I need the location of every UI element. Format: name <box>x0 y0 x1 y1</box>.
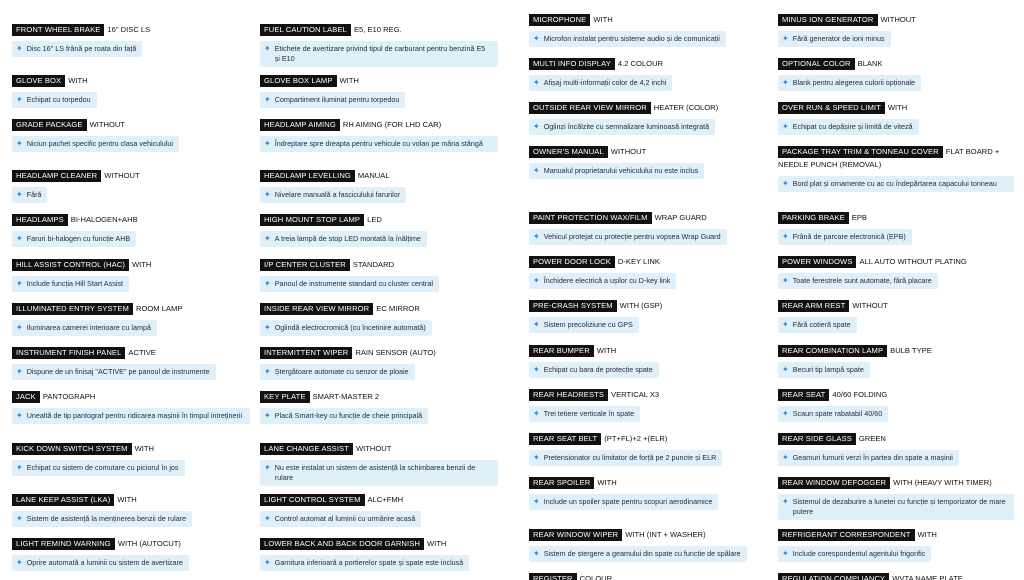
sparkle-icon: ✦ <box>782 409 789 418</box>
spec-description: ✦ Control automat al luminii cu urmărire acasă <box>260 511 421 527</box>
spec-key: PARKING BRAKE <box>778 212 849 224</box>
spec-key: INTERMITTENT WIPER <box>260 347 352 359</box>
spec-value: FLAT BOARD + NEEDLE PUNCH (REMOVAL) <box>778 147 1000 169</box>
spec-description: ✦ Fără generator de ioni minus <box>778 31 891 47</box>
spec-item <box>12 303 182 336</box>
sparkle-icon: ✦ <box>264 190 271 199</box>
spec-item <box>260 303 432 336</box>
spec-key: MINUS ION GENERATOR <box>778 14 878 26</box>
spec-key: ILLUMINATED ENTRY SYSTEM <box>12 303 133 315</box>
sparkle-icon: ✦ <box>782 78 789 87</box>
spec-value: STANDARD <box>352 260 395 269</box>
spec-description: ✦ Faruri bi-halogen cu funcție AHB <box>12 231 136 247</box>
spec-description: ✦ Îndreptare spre dreapta pentru vehicule cu volan pe mâna stângă <box>260 136 498 152</box>
spec-value: WITH <box>117 495 137 504</box>
spec-key: PRE-CRASH SYSTEM <box>529 300 617 312</box>
spec-item <box>12 347 216 380</box>
spec-item <box>260 119 498 152</box>
sparkle-icon: ✦ <box>16 367 23 376</box>
spec-key: POWER DOOR LOCK <box>529 256 615 268</box>
spec-value: WITH (GSP) <box>619 301 663 310</box>
spec-item <box>260 538 469 571</box>
spec-value: WITHOUT <box>852 301 888 310</box>
sparkle-icon: ✦ <box>16 463 23 472</box>
spec-value: WITH (INT + WASHER) <box>625 530 706 539</box>
spec-item <box>12 443 185 476</box>
spec-description: ✦ Echipat cu sistem de comutare cu piciorul în jos <box>12 460 185 476</box>
spec-item <box>778 389 888 422</box>
spec-description: ✦ Vehicul protejat cu protecție pentru vopsea Wrap Guard <box>529 229 727 245</box>
spec-value: WITH <box>426 539 447 548</box>
spec-description: ✦ Toate ferestrele sunt automate, fără placare <box>778 273 938 289</box>
sparkle-icon: ✦ <box>533 365 540 374</box>
spec-key: REGISTER <box>529 573 577 580</box>
spec-item <box>778 477 1016 520</box>
spec-value: WITH <box>134 444 154 453</box>
spec-key: OPTIONAL COLOR <box>778 58 855 70</box>
spec-item <box>260 214 427 247</box>
sparkle-icon: ✦ <box>16 190 23 199</box>
sparkle-icon: ✦ <box>782 320 789 329</box>
spec-item <box>778 58 921 91</box>
spec-value: D-KEY LINK <box>617 257 660 266</box>
spec-description: ✦ Sistem precoliziune cu GPS <box>529 317 639 333</box>
sparkle-icon: ✦ <box>16 558 23 567</box>
sparkle-icon: ✦ <box>264 367 271 376</box>
spec-item <box>529 300 662 333</box>
spec-item <box>778 300 888 333</box>
spec-key: REAR SIDE GLASS <box>778 433 856 445</box>
spec-key: REAR SEAT BELT <box>529 433 601 445</box>
spec-description: ✦ Sistem de asistență la menținerea benzii de rulare <box>12 511 192 527</box>
sparkle-icon: ✦ <box>533 276 540 285</box>
spec-description: ✦ Oprire automată a luminii cu sistem de avertizare <box>12 555 189 571</box>
spec-item <box>260 494 421 527</box>
spec-value: WITHOUT <box>89 120 126 129</box>
spec-description: ✦ Bord plat și ornamente cu ac cu îndepărtarea capacului tonneau <box>778 176 1014 192</box>
spec-key: GRADE PACKAGE <box>12 119 87 131</box>
spec-description: ✦ Pretensionator cu limitator de forță pe 2 puncte și ELR <box>529 450 722 466</box>
spec-value: 16" DISC LS <box>107 25 151 34</box>
spec-description: ✦ Oglindă electrocromică (cu încetinire automată) <box>260 320 432 336</box>
sparkle-icon: ✦ <box>16 279 23 288</box>
spec-key: HEADLAMP LEVELLING <box>260 170 355 182</box>
spec-description: ✦ Dispune de un finisaj "ACTIVE" pe panoul de instrumente <box>12 364 216 380</box>
spec-item <box>260 170 406 203</box>
spec-key: INSTRUMENT FINISH PANEL <box>12 347 125 359</box>
spec-key: REFRIGERANT CORRESPONDENT <box>778 529 915 541</box>
spec-item <box>529 477 718 510</box>
spec-key: REAR COMBINATION LAMP <box>778 345 887 357</box>
spec-description: ✦ Include corespondentul agentului frigorific <box>778 546 931 562</box>
spec-value: EPB <box>851 213 867 222</box>
sparkle-icon: ✦ <box>264 234 271 243</box>
spec-value: WITH <box>131 260 152 269</box>
spec-description: ✦ Trei tetiere verticale în spate <box>529 406 640 422</box>
spec-value: PANTOGRAPH <box>42 392 96 401</box>
spec-item <box>12 214 138 247</box>
sparkle-icon: ✦ <box>533 453 540 462</box>
spec-description: ✦ Geamuri fumurii verzi în partea din spate a mașinii <box>778 450 959 466</box>
spec-value: WITH <box>593 15 613 24</box>
spec-value: WITHOUT <box>610 147 647 156</box>
spec-key: OUTSIDE REAR VIEW MIRROR <box>529 102 651 114</box>
spec-item <box>12 259 151 292</box>
spec-item <box>778 529 937 562</box>
spec-key: HEADLAMP AIMING <box>260 119 340 131</box>
spec-value: 4.2 COLOUR <box>617 59 664 68</box>
spec-value: ROOM LAMP <box>135 304 183 313</box>
sparkle-icon: ✦ <box>16 323 23 332</box>
spec-value: RAIN SENSOR (AUTO) <box>355 348 436 357</box>
spec-item <box>778 212 912 245</box>
spec-item <box>529 529 747 562</box>
spec-value: WITH <box>68 76 88 85</box>
spec-key: OWNER'S MANUAL <box>529 146 608 158</box>
sparkle-icon: ✦ <box>264 514 271 523</box>
spec-key: POWER WINDOWS <box>778 256 856 268</box>
spec-key: HEADLAMPS <box>12 214 68 226</box>
spec-key: REAR WINDOW WIPER <box>529 529 622 541</box>
spec-value: COLOUR <box>579 574 613 580</box>
spec-description: ✦ Compartiment iluminat pentru torpedou <box>260 92 405 108</box>
sparkle-icon: ✦ <box>533 166 540 175</box>
spec-value: WITH (AUTOCUT) <box>117 539 181 548</box>
spec-value: BI-HALOGEN+AHB <box>70 215 138 224</box>
spec-item <box>260 75 405 108</box>
spec-value: ACTIVE <box>128 348 156 357</box>
spec-key: MICROPHONE <box>529 14 590 26</box>
sparkle-icon: ✦ <box>264 139 271 148</box>
spec-description: ✦ Ștergătoare automate cu senzor de ploaie <box>260 364 415 380</box>
spec-item <box>529 102 718 135</box>
spec-value: HEATER (COLOR) <box>653 103 719 112</box>
spec-item <box>12 75 97 108</box>
spec-description: ✦ Garnitura inferioară a portierelor spate și spate este inclusă <box>260 555 469 571</box>
spec-item <box>260 391 428 424</box>
spec-description: ✦ Blank pentru alegerea culorii opționale <box>778 75 921 91</box>
sparkle-icon: ✦ <box>264 279 271 288</box>
spec-value: WITH <box>339 76 359 85</box>
spec-description: ✦ Nivelare manuală a fasciculului farurilor <box>260 187 406 203</box>
sparkle-icon: ✦ <box>782 122 789 131</box>
spec-description: ✦ Becuri tip lampă spate <box>778 362 870 378</box>
spec-key: REAR BUMPER <box>529 345 594 357</box>
spec-description: ✦ A treia lampă de stop LED montată la înălțime <box>260 231 427 247</box>
spec-value: BULB TYPE <box>890 346 932 355</box>
spec-item <box>529 345 659 378</box>
sparkle-icon: ✦ <box>782 179 789 188</box>
spec-description: ✦ Sistem de ștergere a geamului din spate cu funcție de spălare <box>529 546 747 562</box>
spec-key: REAR ARM REST <box>778 300 849 312</box>
spec-key: KEY PLATE <box>260 391 310 403</box>
spec-item <box>260 347 436 380</box>
sparkle-icon: ✦ <box>782 549 789 558</box>
spec-item <box>260 259 439 292</box>
spec-description: ✦ Afișaj multi-informații color de 4,2 inchi <box>529 75 672 91</box>
spec-item <box>529 573 612 580</box>
spec-description: ✦ Fără cotieră spate <box>778 317 857 333</box>
sparkle-icon: ✦ <box>264 95 271 104</box>
spec-item <box>778 146 1016 192</box>
spec-description: ✦ Include un spoiler spate pentru scopuri aerodinamice <box>529 494 718 510</box>
spec-description: ✦ Sistemul de dezaburire a lunetei cu funcție și temporizator de mare putere <box>778 494 1014 520</box>
spec-description: ✦ Echipat cu depășire și limită de viteză <box>778 119 919 135</box>
spec-key: REAR HEADRESTS <box>529 389 608 401</box>
sparkle-icon: ✦ <box>533 497 540 506</box>
sparkle-icon: ✦ <box>533 320 540 329</box>
spec-key: HILL ASSIST CONTROL (HAC) <box>12 259 129 271</box>
sparkle-icon: ✦ <box>533 122 540 131</box>
spec-value: WITH <box>596 346 617 355</box>
spec-item <box>778 256 967 289</box>
sparkle-icon: ✦ <box>264 44 271 53</box>
sparkle-icon: ✦ <box>16 411 23 420</box>
sparkle-icon: ✦ <box>782 276 789 285</box>
spec-key: FUEL CAUTION LABEL <box>260 24 351 36</box>
sparkle-icon: ✦ <box>16 514 23 523</box>
sparkle-icon: ✦ <box>782 453 789 462</box>
spec-item <box>12 494 192 527</box>
spec-description: ✦ Manualul proprietarului vehiculului nu este inclus <box>529 163 704 179</box>
spec-description: ✦ Frână de parcare electronică (EPB) <box>778 229 912 245</box>
spec-value: MANUAL <box>357 171 390 180</box>
sparkle-icon: ✦ <box>782 232 789 241</box>
spec-description: ✦ Iluminarea camerei interioare cu lampă <box>12 320 157 336</box>
spec-value: WITHOUT <box>104 171 140 180</box>
spec-value: WITH <box>917 530 937 539</box>
sparkle-icon: ✦ <box>533 34 540 43</box>
spec-description: ✦ Unealtă de tip pantograf pentru ridicarea mașinii în timpul intreținerii <box>12 408 250 424</box>
spec-value: ALL AUTO WITHOUT PLATING <box>859 257 967 266</box>
spec-item <box>778 345 932 378</box>
sparkle-icon: ✦ <box>533 549 540 558</box>
spec-key: GLOVE BOX <box>12 75 65 87</box>
spec-item <box>260 443 498 486</box>
spec-key: REGULATION COMPLIANCY <box>778 573 889 580</box>
sparkle-icon: ✦ <box>533 232 540 241</box>
spec-value: WITHOUT <box>355 444 392 453</box>
spec-item <box>12 538 189 571</box>
spec-item <box>778 14 916 47</box>
spec-value: WITH <box>887 103 908 112</box>
spec-value: LED <box>367 215 382 224</box>
spec-value: ALC+FMH <box>367 495 404 504</box>
spec-key: LANE CHANGE ASSIST <box>260 443 353 455</box>
spec-key: KICK DOWN SWITCH SYSTEM <box>12 443 132 455</box>
spec-value: RH AIMING (FOR LHD CAR) <box>342 120 442 129</box>
spec-description: ✦ Scaun spate rabatabil 40/60 <box>778 406 888 422</box>
spec-description: ✦ Panoul de instrumente standard cu cluster central <box>260 276 439 292</box>
spec-value: E5, E10 REG. <box>353 25 402 34</box>
spec-key: GLOVE BOX LAMP <box>260 75 337 87</box>
spec-item <box>529 146 704 179</box>
spec-key: REAR SEAT <box>778 389 829 401</box>
spec-key: PACKAGE TRAY TRIM & TONNEAU COVER <box>778 146 943 158</box>
spec-description: ✦ Etichete de avertizare privind tipul de carburant pentru benzină E5 și E10 <box>260 41 498 67</box>
sparkle-icon: ✦ <box>782 365 789 374</box>
spec-item <box>529 14 726 47</box>
spec-value: WITH <box>597 478 617 487</box>
spec-description: ✦ Placă Smart-key cu funcție de cheie principală <box>260 408 428 424</box>
spec-description: ✦ Include funcția Hill Start Assist <box>12 276 129 292</box>
spec-key: PAINT PROTECTION WAX/FILM <box>529 212 652 224</box>
spec-value: GREEN <box>858 434 886 443</box>
spec-description: ✦ Nu este instalat un sistem de asistență la schimbarea benzii de rulare <box>260 460 498 486</box>
sparkle-icon: ✦ <box>264 463 271 472</box>
spec-key: LIGHT CONTROL SYSTEM <box>260 494 365 506</box>
spec-description: ✦ Echipat cu torpedou <box>12 92 97 108</box>
sparkle-icon: ✦ <box>533 409 540 418</box>
spec-item <box>529 58 672 91</box>
spec-item <box>12 391 250 424</box>
spec-item <box>529 389 659 422</box>
sparkle-icon: ✦ <box>782 497 789 506</box>
spec-key: LIGHT REMIND WARNING <box>12 538 115 550</box>
spec-description: ✦ Fără <box>12 187 47 203</box>
spec-value: 40/60 FOLDING <box>832 390 888 399</box>
spec-key: JACK <box>12 391 40 403</box>
sparkle-icon: ✦ <box>16 44 23 53</box>
spec-item <box>778 433 959 466</box>
spec-item <box>778 102 919 135</box>
spec-key: OVER RUN & SPEED LIMIT <box>778 102 885 114</box>
spec-description: ✦ Oglinzi încălzite cu semnalizare luminoasă integrată <box>529 119 715 135</box>
spec-value: WVTA NAME PLATE <box>892 574 963 580</box>
spec-key: REAR WINDOW DEFOGGER <box>778 477 890 489</box>
sparkle-icon: ✦ <box>264 411 271 420</box>
sparkle-icon: ✦ <box>264 558 271 567</box>
spec-item <box>12 170 140 203</box>
spec-key: I/P CENTER CLUSTER <box>260 259 350 271</box>
spec-description: ✦ Închidere electrică a ușilor cu D-key link <box>529 273 676 289</box>
spec-key: HIGH MOUNT STOP LAMP <box>260 214 364 226</box>
spec-value: SMART-MASTER 2 <box>312 392 380 401</box>
spec-description: ✦ Echipat cu bara de protecție spate <box>529 362 659 378</box>
spec-item <box>778 573 963 580</box>
sparkle-icon: ✦ <box>16 95 23 104</box>
spec-key: LANE KEEP ASSIST (LKA) <box>12 494 114 506</box>
spec-description: ✦ Niciun pachet specific pentru clasa vehiculului <box>12 136 179 152</box>
spec-item <box>529 433 722 466</box>
spec-item <box>529 256 676 289</box>
sparkle-icon: ✦ <box>16 234 23 243</box>
spec-item <box>12 119 179 152</box>
spec-value: EC MIRROR <box>376 304 420 313</box>
spec-key: INSIDE REAR VIEW MIRROR <box>260 303 373 315</box>
spec-item <box>260 24 498 67</box>
spec-value: BLANK <box>857 59 883 68</box>
spec-description: ✦ Disc 16" LS frână pe roata din față <box>12 41 142 57</box>
sparkle-icon: ✦ <box>782 34 789 43</box>
spec-key: FRONT WHEEL BRAKE <box>12 24 104 36</box>
spec-value: (PT+FL)+2 +(ELR) <box>604 434 668 443</box>
spec-description: ✦ Microfon instalat pentru sisteme audio și de comunicații <box>529 31 726 47</box>
spec-key: MULTI INFO DISPLAY <box>529 58 615 70</box>
spec-key: LOWER BACK AND BACK DOOR GARNISH <box>260 538 424 550</box>
spec-key: HEADLAMP CLEANER <box>12 170 101 182</box>
spec-value: VERTICAL X3 <box>611 390 660 399</box>
sparkle-icon: ✦ <box>533 78 540 87</box>
spec-value: WRAP GUARD <box>654 213 707 222</box>
spec-item <box>12 24 150 57</box>
spec-item <box>529 212 727 245</box>
spec-value: WITHOUT <box>880 15 916 24</box>
spec-value: WITH (HEAVY WITH TIMER) <box>893 478 992 487</box>
sparkle-icon: ✦ <box>264 323 271 332</box>
sparkle-icon: ✦ <box>16 139 23 148</box>
spec-key: REAR SPOILER <box>529 477 594 489</box>
